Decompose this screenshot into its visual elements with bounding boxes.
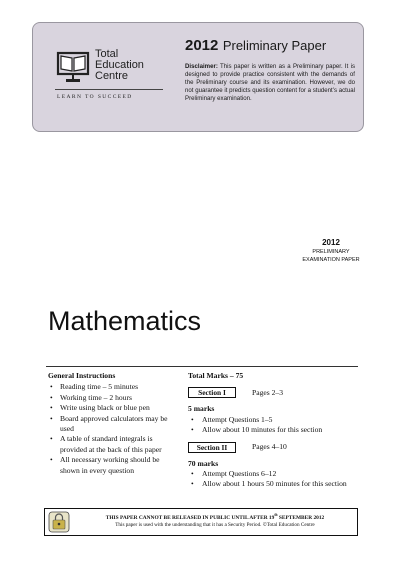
general-instructions-heading: General Instructions	[48, 371, 116, 380]
instructions-list	[48, 382, 178, 476]
tag-line-2: EXAMINATION PAPER	[302, 257, 360, 263]
paper-name: Preliminary Paper	[222, 38, 327, 53]
section-1-pages: Pages 2–3	[252, 387, 284, 397]
list-item: • A table of standard integrals is provided at the back of this paper	[48, 434, 178, 455]
list-item: • Reading time – 5 minutes	[48, 382, 178, 392]
subject-title: Mathematics	[48, 306, 202, 336]
logo-line-3: Centre	[95, 70, 129, 82]
list-item: • Allow about 1 hours 50 minutes for this section	[188, 479, 360, 489]
logo-rule	[55, 89, 163, 90]
divider	[46, 366, 358, 367]
section-2-pages: Pages 4–10	[252, 442, 287, 452]
list-item: • Attempt Questions 1–5	[188, 415, 360, 425]
section-2-row	[188, 442, 360, 456]
release-notice	[75, 513, 355, 521]
total-marks: Total Marks – 75	[188, 371, 244, 380]
logo-tagline: LEARN TO SUCCEED	[57, 94, 133, 100]
section-1-marks: 5 marks	[188, 404, 215, 414]
logo-line-1: Total	[95, 48, 119, 60]
list-item: • Board approved calculators may be used	[48, 414, 178, 435]
paper-title	[185, 37, 326, 55]
section-1-list	[188, 415, 360, 436]
security-footer	[44, 508, 358, 536]
general-instructions	[48, 371, 178, 476]
tec-logo	[51, 49, 171, 121]
marks-summary	[188, 371, 360, 490]
section-2-list	[188, 469, 360, 490]
release-notice-pre: THIS PAPER CANNOT BE RELEASED IN PUBLIC UNTIL AFTER 19	[105, 514, 275, 521]
section-1-label: Section I	[188, 387, 236, 398]
disclaimer	[185, 63, 355, 103]
tag-year: 2012	[322, 238, 340, 247]
disclaimer-label: Disclaimer:	[185, 63, 218, 70]
release-notice-post: SEPTEMBER 2012	[277, 514, 325, 521]
section-2-marks: 70 marks	[188, 458, 219, 468]
list-item: • Attempt Questions 6–12	[188, 469, 360, 479]
list-item: • Allow about 10 minutes for this section	[188, 425, 360, 435]
logo-line-2: Education	[95, 59, 144, 71]
section-2-label: Section II	[188, 442, 236, 453]
list-item: • Write using black or blue pen	[48, 403, 178, 413]
paper-year: 2012	[185, 37, 219, 54]
copyright-notice: This paper is used with the understanding that it has a Security Period. ©Total Education Centre	[115, 522, 315, 528]
list-item: • All necessary working should be shown in every question	[48, 455, 178, 476]
disclaimer-text: This paper is written as a Preliminary paper. It is designed to provide practice consistent with the demands of the Preliminary course and its examination. However, we do not guarantee it predicts question content for a student’s actual Preliminary examination.	[185, 63, 355, 102]
list-item: • Working time – 2 hours	[48, 393, 178, 403]
book-monitor-icon	[55, 51, 91, 85]
tag-line-1: PRELIMINARY	[312, 249, 350, 255]
section-1-row	[188, 387, 360, 401]
release-notice-sup: th	[274, 513, 278, 517]
logo-wordmark	[95, 49, 175, 82]
exam-tag	[286, 238, 376, 264]
security-badge-icon	[48, 511, 70, 533]
header-box	[32, 22, 364, 132]
